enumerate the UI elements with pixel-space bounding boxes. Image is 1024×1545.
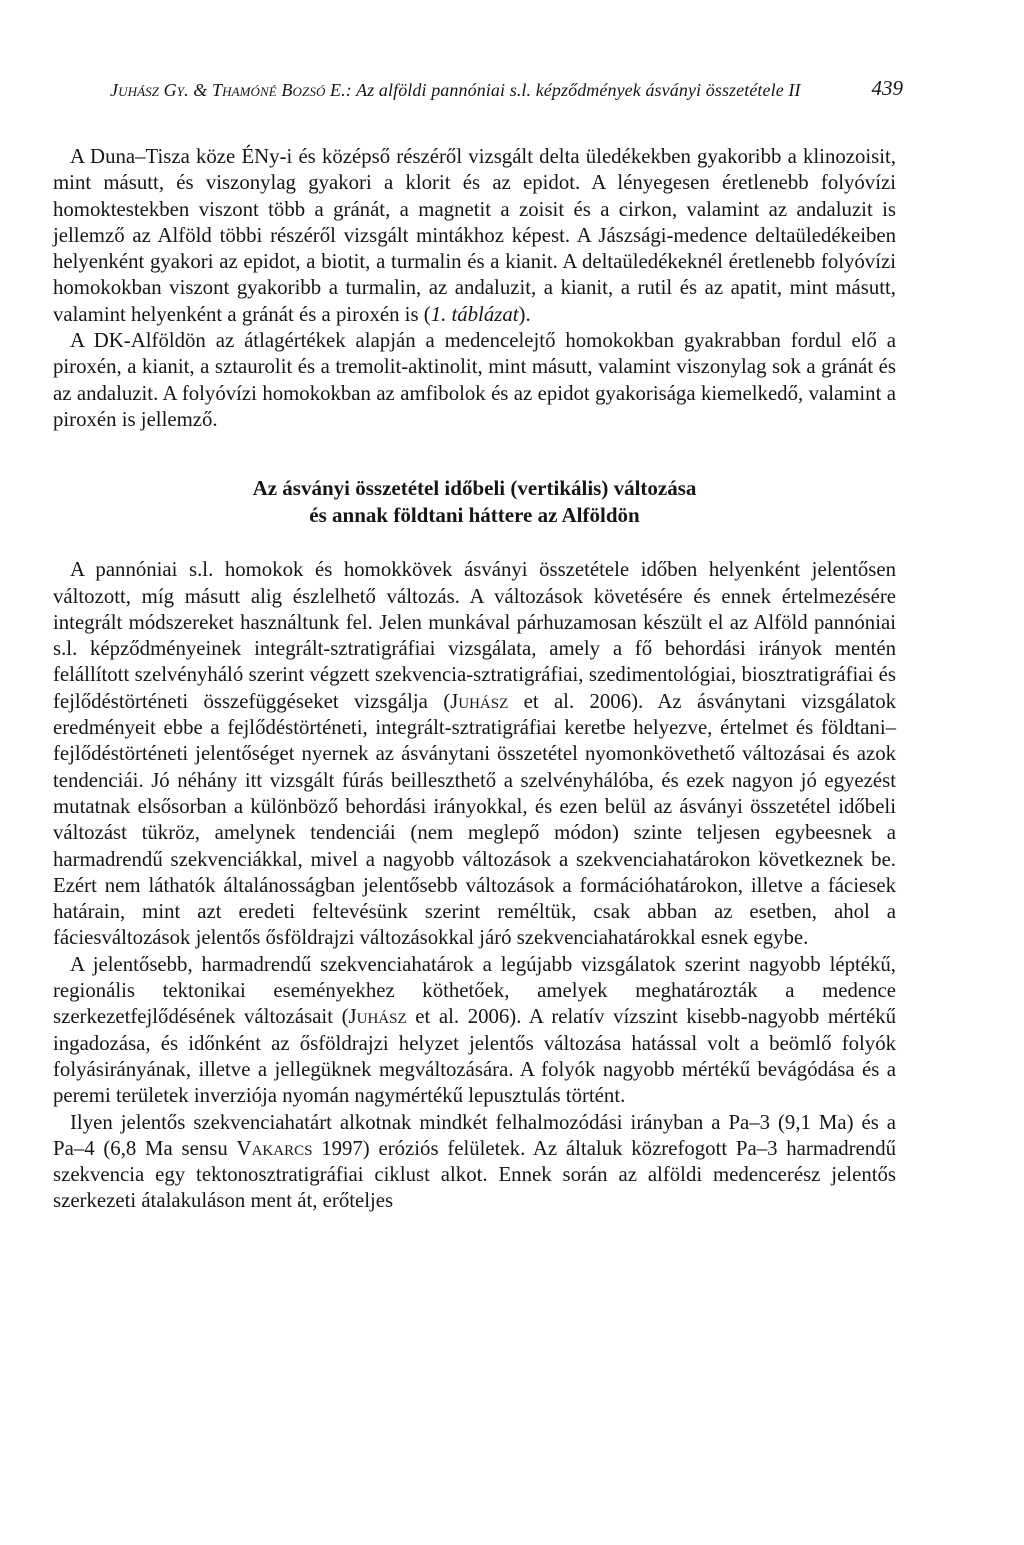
section-heading-line-1: Az ásványi összetétel időbeli (vertikális) változása [252,476,697,501]
paragraph-4-text-a: A jelentősebb, harmadrendű szekvenciahatárok a legújabb vizsgálatok szerint nagyobb léptékű, regionális tektonikai eseményekhez köthetőek, amelyek meghatározták a medence szerkezetfejlődésének változásait ( [53,952,896,1029]
section-heading [53,475,896,529]
running-head [110,79,880,101]
paragraph-1-end: ). [518,302,531,326]
paragraph-3 [53,557,896,951]
paragraph-5-text-b: 1997) eróziós felületek. Az általuk közrefogott Pa–3 harmadrendű szekvencia egy tektonosztratigráfiai ciklust alkot. Ennek során az alföldi medencerész jelentős szerkezeti átalakuláson ment át, erőteljes [53,1136,896,1213]
body-text [53,144,896,1215]
citation-author: Juhász [450,689,509,713]
paragraph-1 [53,144,896,328]
paragraph-3-text-a: A pannóniai s.l. homokok és homokkövek ásványi összetétele időben helyenként jelentősen változott, míg másutt alig észlelhető változás. A változások követésére és ennek értelmezésére integrált módszereket használtunk fel. Jelen munkával párhuzamosan készült el az Alföld pannóniai s.l. képződményeinek integrált-sztratigráfiai vizsgálata, amely a fő behordási irányok mentén felállított szelvényháló szerint végzett szekvencia-sztratigráfiai, szedimentológiai, biosztratigráfiai és fejlődéstörténeti összefüggéseket vizsgálja ( [53,558,896,713]
paragraph-2: A DK-Alföldön az átlagértékek alapján a medencelejtő homokokban gyakrabban fordul elő a piroxén, a kianit, a sztaurolit és a tremolit-aktinolit, mint másutt, valamint viszonylag sok a gránát és az andaluzit. A folyóvízi homokokban az amfibolok és az epidot gyakorisága kiemelkedő, valamint a piroxén is jellemző. [53,329,896,431]
paragraph-5 [53,1110,896,1215]
running-head-title: : Az alföldi pannóniai s.l. képződmények ásványi összetétele II [345,80,801,100]
citation-author: Vakarcs [236,1136,313,1160]
paragraph-3-text-b: et al. 2006). Az ásványtani vizsgálatok eredményeit ebbe a fejlődéstörténeti, integrált-sztratigráfiai keretbe helyezve, értelmet és földtani–fejlődéstörténeti jelentőséget nyernek az ásványtani összetétel nyomonkövethető változásai és azok tendenciái. Jó néhány itt vizsgált fúrás beilleszthető a szelvényhálóba, és ezek nagyon jó egyezést mutatnak elsősorban a különböző behordási irányokkal, és ezen belül az ásványi összetétel időbeli változást tükröz, amelynek tendenciái (nem meglepő módon) szinte teljesen egybeesnek a harmadrendű szekvenciákkal, mivel a nagyobb változások a szekvenciahatárokon következnek be. Ezért nem láthatók általánosságban jelentősebb változások a formációhatárokon, illetve a fáciesek határain, mint azt eredeti feltevésünk szerint reméltük, csak abban az esetben, ahol a fáciesváltozások jelentős ősföldrajzi változásokkal járó szekvenciahatárokkal esnek egybe. [53,689,896,950]
table-reference: 1. táblázat [430,302,519,326]
section-heading-line-2: és annak földtani háttere az Alföldön [309,503,640,528]
paragraph-5-text-a: Ilyen jelentős szekvenciahatárt alkotnak mindkét felhalmozódási irányban a Pa–3 (9,1 Ma) és a Pa–4 (6,8 Ma sensu [53,1110,896,1160]
page-number: 439 [871,76,903,100]
running-head-authors: Juhász Gy. & Thamóné Bozsó E. [110,80,346,100]
paragraph-4 [53,952,896,1110]
paragraph-1-text: A Duna–Tisza köze ÉNy-i és középső részéről vizsgált delta üledékekben gyakoribb a klinozoisit, mint másutt, és viszonylag gyakori a klorit és az epidot. A lényegesen éretlenebb folyóvízi homoktestekben viszont több a gránát, a magnetit a zoisit és a cirkon, valamint az andaluzit is jellemző az Alföld többi részéről vizsgált mintákhoz képest. A Jászsági-medence deltaüledékeiben helyenként gyakori az epidot, a biotit, a turmalin és a kianit. A deltaüledékeknél éretlenebb folyóvízi homokokban viszont gyakoribb a turmalin, az andaluzit, a kianit, a rutil és az apatit, mint másutt, valamint helyenként a gránát és a piroxén is ( [53,145,896,326]
citation-author: Juhász [348,1005,407,1029]
paragraph-4-text-b: et al. 2006). A relatív vízszint kisebb-nagyobb mértékű ingadozása, és időnként az ősföldrajzi helyzet jelentős változása hatással volt a beömlő folyók folyásirányának, illetve a jellegüknek megváltozására. A folyók nagyobb mértékű bevágódása és a peremi területek inverziója nyomán nagymértékű lepusztulás történt. [53,1005,896,1108]
